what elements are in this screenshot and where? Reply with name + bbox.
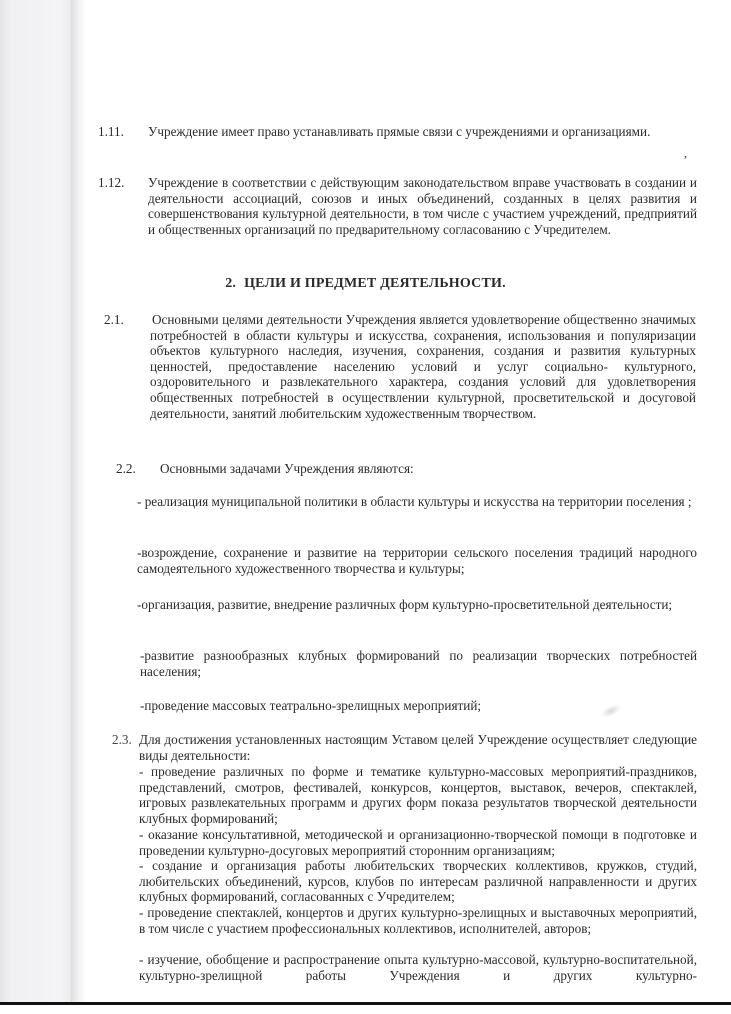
task-item: -организация, развитие, внедрение различных форм культурно-просветительной деятельности;: [137, 597, 673, 612]
item-number: 2.2.: [116, 461, 136, 476]
task-item: - реализация муниципальной политики в области культуры и искусства на территории поселения ;: [137, 494, 692, 509]
page-fold-shadow: [72, 0, 86, 1003]
item-2-1-text: Основными целями деятельности Учреждения является удовлетворение общественно значимых потребностей в области культуры и искусства, сохранения, использования и популяризации объектов культурного наследия, изучения, сохранения, создания и развития культурных ценностей, предоставление населению условий и услуг социально- культурного, оздоровительного и развлекательного характера, создания условий для удовлетворения общественных потребностей в осуществлении культурной, просветительской и досуговой деятельности, занятий любительским художественным творчеством.: [150, 312, 696, 421]
stray-mark: ,: [684, 146, 687, 160]
scan-margin-band: [0, 0, 72, 1003]
item-number: 2.3.: [112, 732, 132, 747]
item-2-2-text: Основными задачами Учреждения являются:: [160, 461, 414, 476]
scan-bottom-margin: [0, 1005, 731, 1014]
item-2-3-text: [139, 732, 697, 763]
item-number: 1.11.: [98, 124, 124, 139]
task-item: -проведение массовых театрально-зрелищных мероприятий;: [140, 698, 482, 713]
item-1-11-text: Учреждение имеет право устанавливать прямые связи с учреждениями и организациями.: [148, 124, 651, 139]
activity-item: - оказание консультативной, методической и организационно-творческой помощи в подготовке и проведении культурно-досуговых мероприятий сторонним организациям;: [139, 827, 697, 858]
task-item: -возрождение, сохранение и развитие на территории сельского поселения традиций народного самодеятельного художественного творчества и культуры;: [137, 545, 697, 576]
activity-item: - проведение спектаклей, концертов и других культурно-зрелищных и выставочных мероприятий, в том числе с участием профессиональных коллективов, исполнителей, авторов;: [139, 905, 697, 936]
activity-item: - изучение, обобщение и распространение опыта культурно-массовой, культурно-воспитательной, культурно-зрелищной работы Учреждения и других культурно-: [139, 952, 697, 983]
section-heading: [0, 276, 731, 292]
section-title: ЦЕЛИ И ПРЕДМЕТ ДЕЯТЕЛЬНОСТИ.: [244, 276, 506, 291]
item-number: 2.1.: [104, 312, 124, 327]
item-1-12-text: Учреждение в соответствии с действующим законодательством вправе участвовать в создании и деятельности ассоциаций, союзов и иных объединений, созданных в целях развития и совершенствования культурной деятельности, в том числе с участием учреждений, предприятий и общественных организаций по предварительному согласованию с Учредителем.: [148, 175, 697, 237]
item-number: 1.12.: [98, 175, 125, 190]
item-2-3-intro: Для достижения установленных настоящим Уставом целей Учреждение осуществляет следующие виды деятельности:: [139, 732, 697, 763]
activity-item: - проведение различных по форме и тематике культурно-массовых мероприятий-праздников, представлений, смотров, фестивалей, конкурсов, концертов, выставок, вечеров, спектаклей, игровых развлекательных программ и других форм показа результатов творческой деятельности клубных формирований;: [139, 764, 697, 826]
activity-item: - создание и организация работы любительских творческих коллективов, кружков, студий, любительских объединений, курсов, клубов по интересам различной направленности и других клубных формирований, согласованных с Учредителем;: [139, 858, 697, 905]
task-item: -развитие разнообразных клубных формирований по реализации творческих потребностей населения;: [140, 648, 697, 679]
section-number: 2.: [225, 276, 237, 291]
